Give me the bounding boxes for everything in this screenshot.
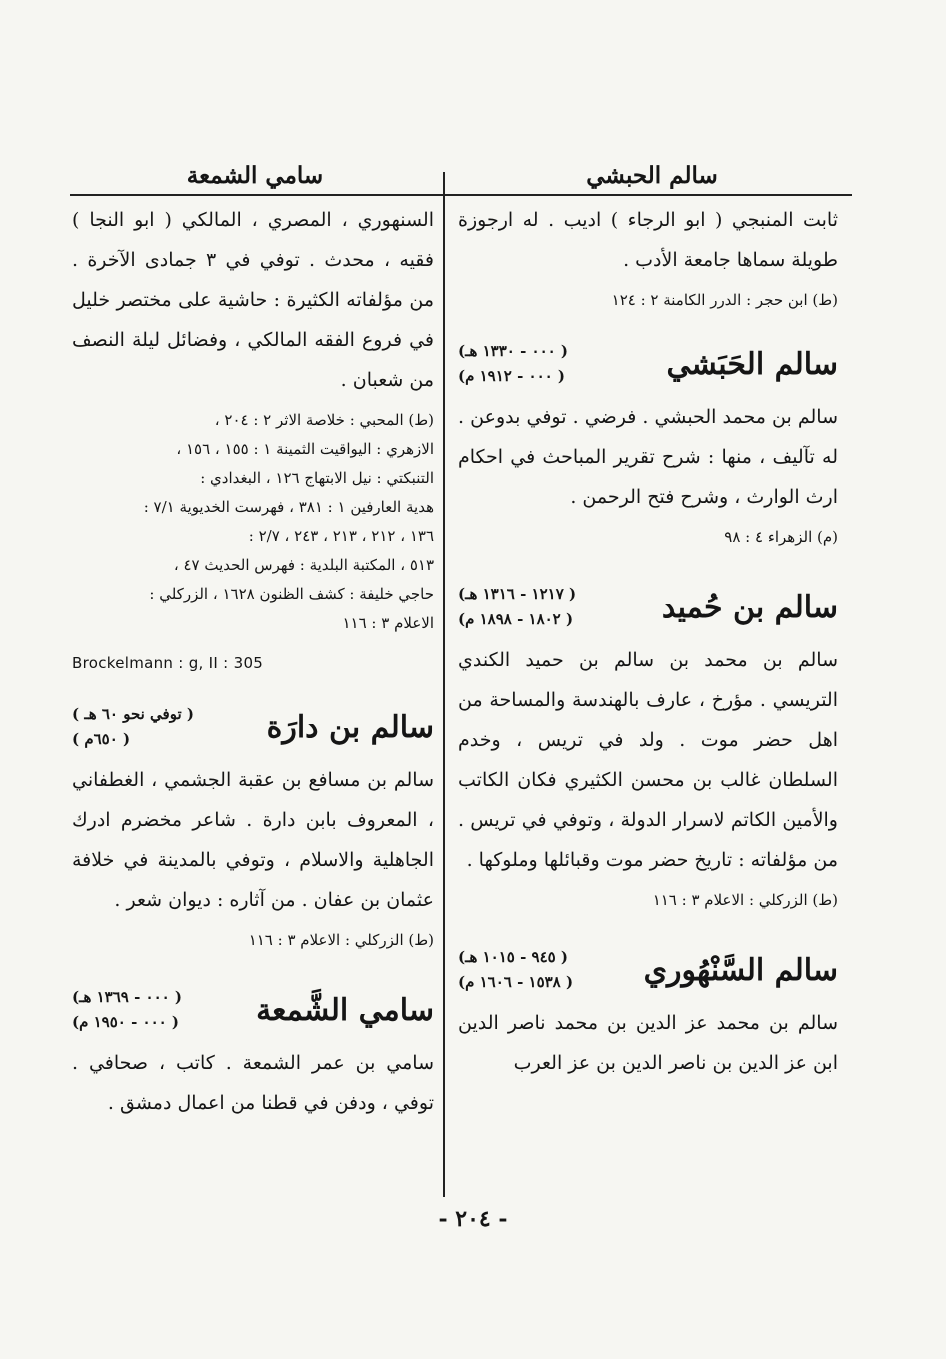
date-gregorian: ( ١٥٣٨ - ١٦٠٦ م) [458, 973, 574, 991]
column-divider [443, 172, 445, 1197]
entry-dates [458, 582, 576, 632]
entry-heading [458, 339, 838, 389]
page-number: - ٢٠٤ - [438, 1206, 508, 1232]
date-gregorian: ( ٠٠٠ - ١٩١٢ م) [458, 367, 566, 385]
entry-heading [458, 945, 838, 995]
entry-heading [72, 702, 434, 752]
date-hijri: ( توفي نحو ٦٠ هـ ) [72, 705, 194, 723]
entry-name: سالم بن حُميد [661, 589, 838, 625]
running-head-left: سامي الشمعة [186, 162, 324, 189]
entry-name: سالم السَّنْهُوري [643, 952, 838, 988]
intro-reference: (ط) ابن حجر : الدرر الكامنة ٢ : ١٢٤ [611, 291, 838, 309]
entry-reference: (م) الزهراء ٤ : ٩٨ [724, 528, 838, 546]
entry-name: سالم الحَبَشي [666, 346, 838, 382]
entry-dates [458, 945, 573, 995]
reference-line: هدية العارفين ١ : ٣٨١ ، فهرست الخديوية ٧/١ : [143, 498, 434, 516]
entry-heading [72, 985, 434, 1035]
entry-name: سالم بن دارَة [266, 709, 434, 745]
reference-line: التنبكتي : نيل الابتهاج ١٢٦ ، البغدادي : [200, 469, 434, 487]
entry-dates [458, 339, 568, 389]
entry-name: سامي الشَّمعة [256, 992, 434, 1028]
reference-line: ١٣٦ ، ٢١٢ ، ٢١٣ ، ٢٤٣ ، ٢/٧ : [248, 527, 434, 545]
left-column [72, 200, 434, 1123]
entry-reference: (ط) الزركلي : الاعلام ٣ : ١١٦ [652, 891, 838, 909]
entry-text: سالم بن محمد بن سالم بن حميد الكندي التريسي . مؤرخ ، عارف بالهندسة والمساحة من اهل حضر موت . ولد في تريس ، وخدم السلطان غالب بن محسن الكثيري فكان الكاتب والأمين الكاتم لاسرار الدولة ، وتوفي في تريس . من مؤلفاته : تاريخ حضر موت وقبائلها وملوكها . [458, 649, 838, 871]
continued-entry-references [72, 406, 434, 638]
date-hijri: ( ٩٤٥ - ١٠١٥ هـ) [458, 948, 569, 966]
reference-line: ٥١٣ ، المكتبة البلدية : فهرس الحديث ٤٧ ، [173, 556, 434, 574]
entry-dates [72, 702, 194, 752]
brockelmann-reference: Brockelmann : g, II : 305 [72, 654, 264, 672]
entry-text: سالم بن محمد الحبشي . فرضي . توفي بدوعن . له تآليف ، منها : شرح تقرير المباحث في احكام ارث الوارث ، وشرح فتح الرحمن . [458, 406, 838, 508]
date-gregorian: ( ١٨٠٢ - ١٨٩٨ م) [458, 610, 574, 628]
right-column [458, 200, 838, 1083]
continued-entry-text: السنهوري ، المصري ، المالكي ( ابو النجا ) فقيه ، محدث . توفي في ٣ جمادى الآخرة . من مؤلفاته الكثيرة : حاشية على مختصر خليل في فروع الفقه المالكي ، وفضائل ليلة النصف من شعبان . [72, 209, 434, 391]
entry-text: سالم بن مسافع بن عقبة الجشمي ، الغطفاني ، المعروف بابن دارة . شاعر مخضرم ادرك الجاهلية والاسلام ، وتوفي بالمدينة في خلافة عثمان بن عفان . من آثاره : ديوان شعر . [72, 769, 434, 911]
date-gregorian: ( ٠٠٠ - ١٩٥٠ م) [72, 1013, 180, 1031]
date-hijri: ( ٠٠٠ - ١٣٦٩ هـ) [72, 988, 183, 1006]
reference-line: (ط) المحبي : خلاصة الاثر ٢ : ٢٠٤ ، [214, 411, 434, 429]
date-hijri: ( ١٢١٧ - ١٣١٦ هـ) [458, 585, 577, 603]
entry-dates [72, 985, 182, 1035]
entry-heading [458, 582, 838, 632]
entry-reference: (ط) الزركلي : الاعلام ٣ : ١١٦ [248, 931, 434, 949]
header-rule [70, 194, 852, 196]
entry-text: سالم بن محمد عز الدين بن محمد ناصر الدين ابن عز الدين بن ناصر الدين بن عز العرب [458, 1012, 838, 1074]
date-gregorian: ( ٦٥٠م ) [72, 730, 131, 748]
reference-line: حاجي خليفة : كشف الظنون ١٦٢٨ ، الزركلي : [149, 585, 434, 603]
reference-line: الاعلام ٣ : ١١٦ [342, 614, 434, 632]
date-hijri: ( ٠٠٠ - ١٣٣٠ هـ) [458, 342, 569, 360]
intro-text: ثابت المنبجي ( ابو الرجاء ) اديب . له ارجوزة طويلة سماها جامعة الأدب . [458, 209, 838, 271]
entry-text: سامي بن عمر الشمعة . كاتب ، صحافي . توفي ، ودفن في قطنا من اعمال دمشق . [72, 1052, 434, 1114]
running-head-right: سالم الحبشي [586, 162, 718, 189]
reference-line: الازهري : اليواقيت الثمينة ١ : ١٥٥ ، ١٥٦ ، [176, 440, 434, 458]
